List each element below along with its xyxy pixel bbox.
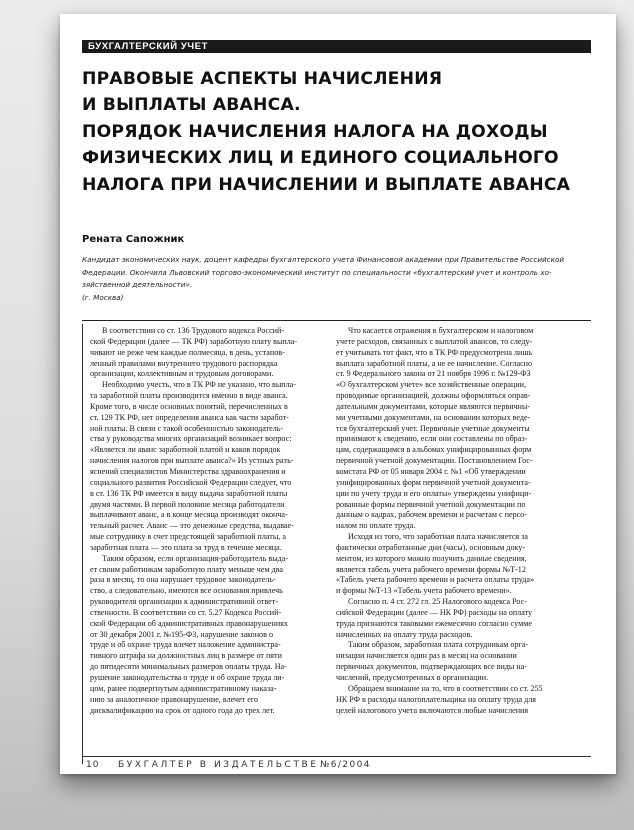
author-name: Рената Сапожник: [82, 234, 185, 245]
body-text-line: Таким образом, заработная плата сотрудникам орга-: [348, 640, 529, 650]
body-text-line: до пятидесяти минимальных размеров оплаты труда. На-: [90, 662, 287, 672]
body-text-line: и формы №Т-13 «Табель учета рабочего времени».: [336, 586, 512, 596]
body-text-line: руководителя организации к административной ответ-: [90, 597, 278, 607]
body-text-line: ство, а следовательно, имеются все основания привлечь: [90, 586, 283, 596]
body-text-line: ции по учету труда и его оплаты» утверждены унифици-: [336, 488, 532, 498]
body-text-line: Согласно п. 4 ст. 272 гл. 25 Налогового кодекса Рос-: [348, 597, 527, 607]
body-text-line: Необходимо учесть, что в ТК РФ не указано, что выпла-: [102, 380, 296, 390]
body-text-line: НК РФ в расходы налогоплательщика на оплату труда для: [336, 694, 536, 704]
body-text-line: «Табель учета рабочего времени и расчета оплаты труда»: [336, 575, 535, 585]
body-text-line: та заработной платы производится именно в виде аванса.: [90, 391, 288, 401]
body-text-line: в ст. 136 ТК РФ имеется в виду выдача заработной платы: [90, 488, 288, 498]
body-text-line: труда признаются таковыми ежемесячно согласно сумме: [336, 618, 532, 628]
body-text-line: от 30 декабря 2001 г. №195-ФЗ, нарушение законов о: [90, 629, 274, 639]
title-line: НАЛОГА ПРИ НАЧИСЛЕНИИ И ВЫПЛАТЕ АВАНСА: [82, 174, 571, 195]
issue-number: №6/2004: [320, 760, 371, 770]
body-text-line: ст. 129 ТК РФ, нет определения аванса как части заработ-: [90, 412, 289, 422]
body-text-line: Таким образом, если организация-работодатель выда-: [102, 553, 289, 563]
body-text-line: ства у руководства многих организаций возникает вопрос:: [90, 434, 292, 444]
body-text-line: заработная плата — это плата за труд в течение месяца.: [90, 542, 282, 552]
body-column-left: [90, 326, 322, 716]
body-text-line: начисления налогов при выплате аванса?» Из устных разъ-: [90, 456, 294, 466]
body-text-line: первичной учетной документации. Постановлением Гос-: [336, 456, 533, 466]
body-text-line: ственности. В соответствии со ст. 5.27 Кодекса Россий-: [90, 607, 282, 617]
title-line: ПРАВОВЫЕ АСПЕКТЫ НАЧИСЛЕНИЯ: [82, 69, 443, 89]
body-text-line: рушение законодательства о труде и об охране труда ли-: [90, 673, 285, 682]
body-text-line: ми учетными документами, на основании которых веде-: [336, 412, 531, 422]
body-text-line: принимают к сведению, если они составлены по образ-: [336, 434, 528, 444]
body-text-line: «О бухгалтерском учете» все хозяйственные операции,: [336, 380, 527, 390]
bio-line: (г. Москва): [82, 293, 124, 303]
body-text-line: учете расходов, связанных с выплатой авансов, то следу-: [336, 336, 533, 346]
title-line: ПОРЯДОК НАЧИСЛЕНИЯ НАЛОГА НА ДОХОДЫ: [82, 121, 548, 142]
body-text-line: ет учитывать тот факт, что в ТК РФ предусмотрена лишь: [336, 347, 533, 357]
body-text-line: ской Федерации (далее — ТК РФ) заработную плату выпла-: [90, 336, 298, 346]
body-text-line: налом по оплате труда.: [336, 521, 416, 531]
bio-line: Федерации. Окончила Львовский торгово-экономический институт по специальности «бухгалтерский учет и контроль хо-: [82, 267, 552, 277]
body-text-line: ной платы. В связи с такой особенностью законодатель-: [90, 423, 284, 433]
body-text-line: тся бухгалтерский учет. Первичные учетные документы: [336, 423, 530, 433]
body-text-line: сийской Федерации (далее — НК РФ) расходы на оплату: [336, 607, 533, 617]
body-text-line: цам, содержащимся в альбомах унифицированных форм: [336, 445, 532, 455]
body-text-line: цом, ранее подвергнутым административному наказа-: [90, 683, 277, 693]
body-text-line: числений, предусмотренных в организации.: [336, 673, 489, 682]
body-text-line: рованные формы первичной учетной документации по: [336, 499, 526, 509]
body-text-line: ет своим работникам заработную плату меньше чем два: [90, 564, 284, 574]
body-text-line: двумя частями. В первой половине месяца работодатели: [90, 499, 285, 509]
page-footer: [82, 758, 591, 772]
body-column-right: [336, 326, 568, 716]
body-text-line: проводимые организацией, должны оформляться оправ-: [336, 391, 531, 401]
article-title: [82, 66, 591, 198]
page-number: 10: [86, 760, 100, 770]
body-text-line: Кроме того, в числе основных понятий, перечисленных в: [90, 401, 288, 411]
body-text-line: данным о кадрах, рабочем времени и расчетам с персо-: [336, 510, 527, 520]
section-header-bar: [82, 40, 591, 53]
body-text-line: Исходя из того, что заработная плата начисляется за: [348, 532, 528, 542]
body-text-line: целей налогового учета включаются любые начисления: [336, 705, 529, 715]
body-text-line: тивного штрафа на должностных лиц в размере от пяти: [90, 651, 282, 661]
body-text-line: Обращаем внимание на то, что в соответствии со ст. 255: [348, 683, 543, 693]
bio-line: Кандидат экономических наук, доцент кафедры бухгалтерского учета Финансовой академии при Правительстве Российской: [82, 255, 565, 264]
body-text-line: нию за аналогичное правонарушение, влечет его: [90, 694, 258, 704]
body-text-line: яснений специалистов Министерства здравоохранения и: [90, 466, 286, 476]
body-text-line: чивают не реже чем каждые полмесяца, в день, установ-: [90, 347, 285, 357]
title-line: ФИЗИЧЕСКИХ ЛИЦ И ЕДИНОГО СОЦИАЛЬНОГО: [82, 148, 559, 169]
body-text-line: начисленных на оплату труда расходов.: [336, 629, 473, 639]
body-text-line: «Является ли аванс заработной платой и каков порядок: [90, 445, 281, 455]
body-text-line: тельный расчет. Аванс — это денежные средства, выдавае-: [90, 521, 294, 531]
section-label: БУХГАЛТЕРСКИЙ УЧЕТ: [88, 41, 208, 52]
body-text-line: дисквалификацию на срок от одного года до трех лет.: [90, 705, 275, 715]
body-text-line: комстата РФ от 05 января 2004 г. №1 «Об утверждении: [336, 466, 526, 476]
body-text-line: выплата заработной платы, а не ее начисление. Согласно: [336, 358, 533, 368]
body-text-line: организации, коллективным и трудовым договорами.: [90, 369, 274, 379]
body-text-line: ленный правилами внутреннего трудового распорядка: [90, 358, 278, 368]
title-line: И ВЫПЛАТЫ АВАНСА.: [82, 95, 301, 116]
body-text-line: унифицированных форм первичной учетной документа-: [336, 477, 531, 487]
author-bio: [82, 254, 591, 305]
left-border-line: [82, 324, 83, 764]
body-text-line: первичных документов, подтверждающих все виды на-: [336, 662, 527, 672]
body-text-line: В соответствии со ст. 136 Трудового кодекса Россий-: [102, 326, 285, 335]
body-text-line: фактически отработанные дни (часы), основным доку-: [336, 542, 526, 552]
body-text-line: ст. 9 Федерального закона от 21 ноября 1996 г. №129-ФЗ: [336, 369, 531, 379]
bio-line: зяйственной деятельности».: [82, 280, 193, 290]
body-text-line: низации начисляется один раз в месяц на основании: [336, 651, 517, 661]
body-text-line: ской Федерации об административных правонарушениях: [90, 618, 288, 628]
body-text-line: труде и об охране труда влечет наложение администра-: [90, 640, 281, 650]
body-text-line: является табель учета рабочего времени формы №Т-12: [336, 564, 526, 574]
body-text-line: социального развития Российской Федерации следует, что: [90, 477, 292, 487]
body-text-line: раза в месяц, то она нарушает трудовое законодатель-: [90, 575, 276, 585]
magazine-page: [60, 14, 616, 774]
body-text-line: мые сотруднику в счет предстоящей заработной платы, а: [90, 532, 286, 542]
body-text-line: Что касается отражения в бухгалтерском и налоговом: [348, 326, 534, 335]
body-text-line: ментом, из которого можно получить данные сведения,: [336, 553, 527, 563]
magazine-name: БУХГАЛТЕР В ИЗДАТЕЛЬСТВЕ: [118, 760, 319, 770]
body-text-line: выплачивают аванс, а в конце месяца производят оконча-: [90, 510, 288, 520]
body-text-line: дательными документами, которые являются первичны-: [336, 401, 531, 411]
footer-rule: [82, 756, 591, 757]
bio-divider: [82, 320, 591, 321]
